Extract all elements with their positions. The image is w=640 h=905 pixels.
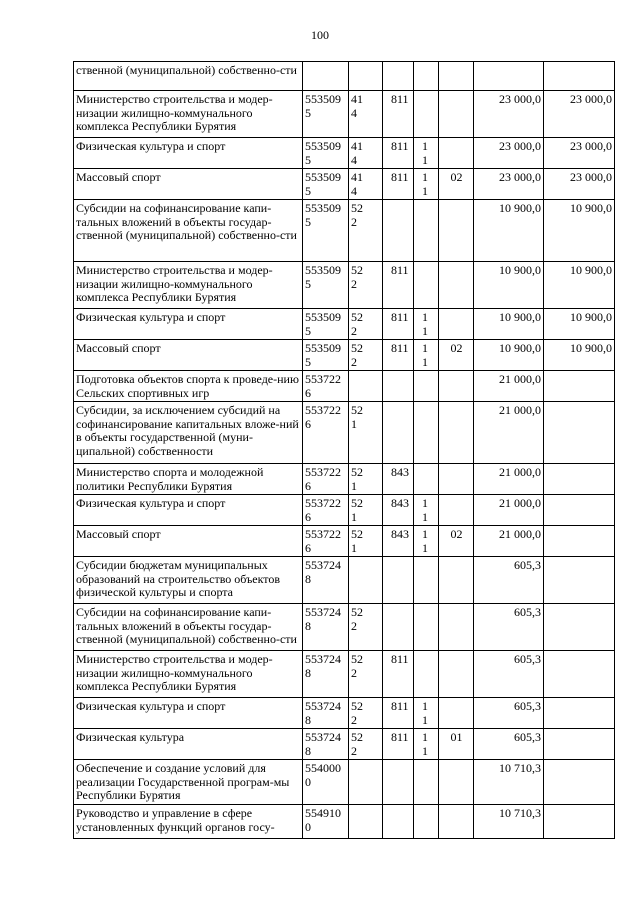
table-cell-name: Субсидии на софинансирование капи-тальных вложений в объекты государ-ственной (муниципальной) собственно-сти	[74, 604, 303, 651]
table-body	[74, 62, 615, 839]
table-cell-ministry	[383, 805, 414, 839]
table-cell-amount-1: 21 000,0	[474, 526, 544, 557]
table-cell-ministry: 811	[383, 138, 414, 169]
table-cell-subsection: 02	[439, 340, 474, 371]
table-cell-subsection	[439, 200, 474, 262]
table-cell-ministry	[383, 402, 414, 464]
table-cell-subsection	[439, 91, 474, 138]
table-cell-ministry	[383, 557, 414, 604]
table-row	[74, 262, 615, 309]
table-cell-section: 1 1	[414, 698, 439, 729]
table-cell-name: Министерство спорта и молодежной политики Республики Бурятия	[74, 464, 303, 495]
table-cell-type: 41 4	[349, 91, 383, 138]
table-cell-name: Физическая культура и спорт	[74, 698, 303, 729]
table-cell-section: 1 1	[414, 526, 439, 557]
table-cell-subsection	[439, 402, 474, 464]
table-cell-ministry	[383, 604, 414, 651]
table-cell-amount-2	[544, 557, 615, 604]
table-cell-amount-2	[544, 729, 615, 760]
table-cell-type: 52 2	[349, 698, 383, 729]
table-cell-type	[349, 760, 383, 805]
table-cell-amount-2	[544, 62, 615, 91]
table-cell-type: 52 2	[349, 651, 383, 698]
table-cell-name: Министерство строительства и модер-низации жилищно-коммунального комплекса Республики Бурятия	[74, 91, 303, 138]
table-cell-code: 553509 5	[303, 91, 349, 138]
table-cell-code: 553722 6	[303, 526, 349, 557]
table-cell-name: Руководство и управление в сфере установленных функций органов госу-	[74, 805, 303, 839]
table-cell-amount-1: 21 000,0	[474, 402, 544, 464]
table-row	[74, 604, 615, 651]
table-cell-type: 52 2	[349, 309, 383, 340]
table-cell-section: 1 1	[414, 495, 439, 526]
table-cell-type	[349, 371, 383, 402]
table-cell-code: 553724 8	[303, 698, 349, 729]
budget-table	[73, 61, 615, 839]
table-cell-subsection	[439, 309, 474, 340]
table-cell-section	[414, 805, 439, 839]
table-cell-amount-1: 605,3	[474, 651, 544, 698]
table-cell-type: 52 1	[349, 526, 383, 557]
table-cell-name: Физическая культура и спорт	[74, 495, 303, 526]
table-cell-amount-1: 10 900,0	[474, 309, 544, 340]
table-row	[74, 340, 615, 371]
table-cell-code	[303, 62, 349, 91]
table-row	[74, 729, 615, 760]
table-cell-amount-2	[544, 526, 615, 557]
table-cell-subsection	[439, 651, 474, 698]
table-cell-amount-2	[544, 402, 615, 464]
table-cell-name: Министерство строительства и модер-низации жилищно-коммунального комплекса Республики Бурятия	[74, 262, 303, 309]
table-cell-ministry: 843	[383, 526, 414, 557]
table-row	[74, 371, 615, 402]
table-cell-type: 52 1	[349, 402, 383, 464]
table-cell-amount-2	[544, 651, 615, 698]
table-cell-amount-2	[544, 464, 615, 495]
table-cell-section	[414, 557, 439, 604]
table-cell-amount-2: 23 000,0	[544, 91, 615, 138]
table-row	[74, 698, 615, 729]
table-cell-code: 553724 8	[303, 651, 349, 698]
table-cell-subsection	[439, 62, 474, 91]
table-cell-section	[414, 91, 439, 138]
table-cell-ministry: 811	[383, 340, 414, 371]
table-cell-code: 553509 5	[303, 340, 349, 371]
table-cell-type: 52 1	[349, 464, 383, 495]
table-cell-section	[414, 760, 439, 805]
table-cell-amount-2	[544, 371, 615, 402]
table-cell-code: 553509 5	[303, 169, 349, 200]
table-cell-subsection	[439, 760, 474, 805]
table-cell-section	[414, 651, 439, 698]
table-cell-type: 52 2	[349, 729, 383, 760]
table-row	[74, 760, 615, 805]
table-cell-ministry: 811	[383, 309, 414, 340]
table-cell-section	[414, 402, 439, 464]
table-cell-ministry: 811	[383, 698, 414, 729]
table-cell-section	[414, 262, 439, 309]
table-cell-name: ственной (муниципальной) собственно-сти	[74, 62, 303, 91]
table-cell-amount-1: 21 000,0	[474, 464, 544, 495]
table-cell-ministry: 843	[383, 464, 414, 495]
table-cell-code: 554000 0	[303, 760, 349, 805]
table-cell-code: 553509 5	[303, 138, 349, 169]
table-cell-ministry: 843	[383, 495, 414, 526]
table-cell-code: 553509 5	[303, 309, 349, 340]
table-cell-type: 52 1	[349, 495, 383, 526]
table-cell-name: Массовый спорт	[74, 169, 303, 200]
table-cell-subsection	[439, 604, 474, 651]
table-cell-amount-2: 23 000,0	[544, 169, 615, 200]
table-cell-amount-1	[474, 62, 544, 91]
table-cell-subsection: 02	[439, 169, 474, 200]
table-cell-type: 52 2	[349, 604, 383, 651]
table-cell-code: 553724 8	[303, 729, 349, 760]
table-cell-name: Подготовка объектов спорта к проведе-нию Сельских спортивных игр	[74, 371, 303, 402]
table-cell-amount-1: 23 000,0	[474, 169, 544, 200]
table-cell-section	[414, 200, 439, 262]
table-cell-amount-2	[544, 698, 615, 729]
table-cell-amount-1: 605,3	[474, 557, 544, 604]
table-cell-amount-2: 10 900,0	[544, 340, 615, 371]
table-row	[74, 464, 615, 495]
table-cell-type	[349, 805, 383, 839]
table-cell-name: Обеспечение и создание условий для реализации Государственной програм-мы Республики Бурятия	[74, 760, 303, 805]
table-cell-section: 1 1	[414, 729, 439, 760]
table-cell-ministry	[383, 62, 414, 91]
table-cell-subsection: 01	[439, 729, 474, 760]
table-cell-amount-1: 21 000,0	[474, 371, 544, 402]
table-cell-subsection	[439, 262, 474, 309]
table-row	[74, 402, 615, 464]
table-row	[74, 651, 615, 698]
table-row	[74, 309, 615, 340]
page-number: 100	[311, 28, 329, 42]
table-cell-subsection	[439, 805, 474, 839]
table-cell-ministry: 811	[383, 169, 414, 200]
table-cell-type: 41 4	[349, 138, 383, 169]
table-cell-type	[349, 62, 383, 91]
table-cell-amount-1: 10 710,3	[474, 805, 544, 839]
table-cell-section	[414, 371, 439, 402]
table-cell-amount-2	[544, 805, 615, 839]
table-cell-name: Массовый спорт	[74, 526, 303, 557]
table-cell-subsection	[439, 464, 474, 495]
table-cell-subsection	[439, 698, 474, 729]
table-cell-type: 41 4	[349, 169, 383, 200]
table-cell-code: 553722 6	[303, 402, 349, 464]
table-cell-ministry	[383, 760, 414, 805]
table-cell-ministry: 811	[383, 91, 414, 138]
table-cell-ministry: 811	[383, 262, 414, 309]
table-cell-code: 553722 6	[303, 495, 349, 526]
table-cell-section	[414, 464, 439, 495]
table-cell-amount-2: 23 000,0	[544, 138, 615, 169]
table-cell-amount-2	[544, 760, 615, 805]
table-cell-name: Физическая культура и спорт	[74, 138, 303, 169]
table-cell-subsection	[439, 371, 474, 402]
table-cell-section: 1 1	[414, 138, 439, 169]
table-cell-amount-1: 10 900,0	[474, 340, 544, 371]
table-row	[74, 495, 615, 526]
table-cell-amount-1: 10 900,0	[474, 200, 544, 262]
table-cell-code: 553722 6	[303, 371, 349, 402]
table-row	[74, 91, 615, 138]
table-cell-name: Массовый спорт	[74, 340, 303, 371]
table-row	[74, 138, 615, 169]
table-cell-code: 553724 8	[303, 557, 349, 604]
table-cell-ministry: 811	[383, 651, 414, 698]
table-cell-subsection	[439, 557, 474, 604]
table-cell-section: 1 1	[414, 340, 439, 371]
table-row	[74, 526, 615, 557]
table-row	[74, 62, 615, 91]
table-cell-amount-1: 10 900,0	[474, 262, 544, 309]
table-cell-amount-1: 21 000,0	[474, 495, 544, 526]
table-cell-name: Субсидии на софинансирование капи-тальных вложений в объекты государ-ственной (муниципальной) собственно-сти	[74, 200, 303, 262]
table-cell-subsection	[439, 495, 474, 526]
table-cell-code: 553722 6	[303, 464, 349, 495]
table-cell-amount-1: 605,3	[474, 604, 544, 651]
table-cell-name: Субсидии, за исключением субсидий на софинансирование капитальных вложе-ний в объекты государственной (муни-ципальной) собственности	[74, 402, 303, 464]
table-cell-code: 553509 5	[303, 200, 349, 262]
table-cell-amount-2	[544, 604, 615, 651]
table-cell-type: 52 2	[349, 262, 383, 309]
table-cell-code: 553724 8	[303, 604, 349, 651]
table-row	[74, 557, 615, 604]
table-cell-name: Субсидии бюджетам муниципальных образований на строительство объектов физической культуры и спорта	[74, 557, 303, 604]
table-cell-amount-2: 10 900,0	[544, 200, 615, 262]
table-cell-section	[414, 62, 439, 91]
table-cell-ministry	[383, 371, 414, 402]
table-cell-section: 1 1	[414, 309, 439, 340]
table-cell-amount-1: 23 000,0	[474, 91, 544, 138]
table-cell-amount-1: 605,3	[474, 698, 544, 729]
table-cell-subsection: 02	[439, 526, 474, 557]
table-cell-type	[349, 557, 383, 604]
table-row	[74, 200, 615, 262]
table-row	[74, 169, 615, 200]
table-cell-section	[414, 604, 439, 651]
table-cell-name: Физическая культура и спорт	[74, 309, 303, 340]
table-cell-type: 52 2	[349, 340, 383, 371]
table-cell-amount-1: 23 000,0	[474, 138, 544, 169]
table-cell-subsection	[439, 138, 474, 169]
table-cell-code: 553509 5	[303, 262, 349, 309]
table-cell-type: 52 2	[349, 200, 383, 262]
table-cell-ministry	[383, 200, 414, 262]
table-cell-amount-2	[544, 495, 615, 526]
table-cell-code: 554910 0	[303, 805, 349, 839]
table-cell-amount-1: 10 710,3	[474, 760, 544, 805]
table-cell-amount-1: 605,3	[474, 729, 544, 760]
table-cell-amount-2: 10 900,0	[544, 309, 615, 340]
table-cell-amount-2: 10 900,0	[544, 262, 615, 309]
table-cell-name: Физическая культура	[74, 729, 303, 760]
table-cell-name: Министерство строительства и модер-низации жилищно-коммунального комплекса Республики Бурятия	[74, 651, 303, 698]
table-cell-section: 1 1	[414, 169, 439, 200]
table-cell-ministry: 811	[383, 729, 414, 760]
table-row	[74, 805, 615, 839]
